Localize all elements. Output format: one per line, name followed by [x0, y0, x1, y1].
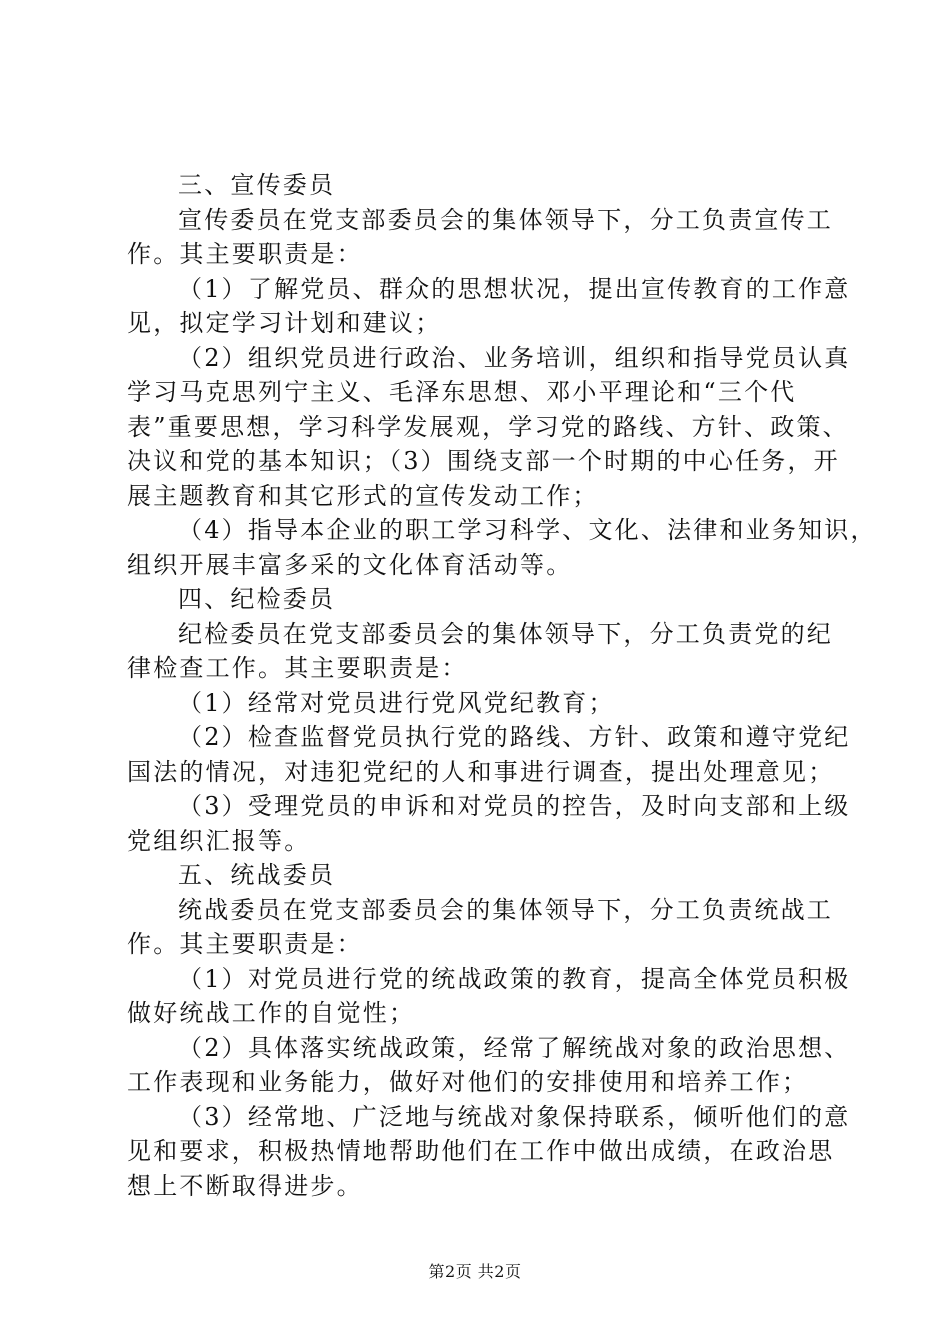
body-line: 律检查工作。其主要职责是： [127, 654, 468, 682]
body-line: 学习马克思列宁主义、毛泽东思想、邓小平理论和“三个代 [127, 378, 797, 406]
body-line: 党组织汇报等。 [127, 826, 311, 855]
body-line: （1）了解党员、群众的思想状况，提出宣传教育的工作意 [178, 274, 851, 303]
body-line: （3）受理党员的申诉和对党员的控告，及时向支部和上级 [178, 792, 851, 820]
heading-united-front-committee: 五、统战委员 [178, 861, 336, 889]
body-line: 纪检委员在党支部委员会的集体领导下，分工负责党的纪 [178, 619, 833, 648]
body-line: 统战委员在党支部委员会的集体领导下，分工负责统战工 [178, 895, 833, 924]
body-line: 工作表现和业务能力，做好对他们的安排使用和培养工作； [127, 1068, 809, 1096]
heading-publicity-committee: 三、宣传委员 [178, 171, 336, 199]
body-line: （3）经常地、广泛地与统战对象保持联系，倾听他们的意 [178, 1102, 851, 1131]
body-line: 决议和党的基本知识；（3）围绕支部一个时期的中心任务，开 [127, 447, 840, 475]
body-line: （2）检查监督党员执行党的路线、方针、政策和遵守党纪 [178, 723, 851, 751]
body-line: （2）具体落实统战政策，经常了解统战对象的政治思想、 [178, 1033, 851, 1062]
body-line: 表”重要思想，学习科学发展观，学习党的路线、方针、政策、 [127, 412, 849, 441]
body-line: 做好统战工作的自觉性； [127, 999, 416, 1027]
body-line: （4）指导本企业的职工学习科学、文化、法律和业务知识， [178, 516, 877, 544]
body-line: 组织开展丰富多采的文化体育活动等。 [127, 550, 573, 579]
body-line: （1）经常对党员进行党风党纪教育； [178, 688, 615, 717]
body-line: 作。其主要职责是： [127, 930, 363, 958]
page-number-footer: 第2页 共2页 [428, 1262, 522, 1281]
body-line: 作。其主要职责是： [127, 240, 363, 268]
body-line: （2）组织党员进行政治、业务培训，组织和指导党员认真 [178, 343, 851, 372]
body-line: （1）对党员进行党的统战政策的教育，提高全体党员积极 [178, 964, 851, 993]
body-line: 见，拟定学习计划和建议； [127, 309, 442, 337]
body-line: 展主题教育和其它形式的宣传发动工作； [127, 481, 599, 510]
body-line: 宣传委员在党支部委员会的集体领导下，分工负责宣传工 [178, 205, 833, 234]
heading-discipline-committee: 四、纪检委员 [178, 585, 336, 613]
body-line: 见和要求，积极热情地帮助他们在工作中做出成绩，在政治思 [127, 1137, 835, 1165]
body-line: 想上不断取得进步。 [127, 1171, 363, 1200]
body-line: 国法的情况，对违犯党纪的人和事进行调查，提出处理意见； [127, 757, 835, 786]
